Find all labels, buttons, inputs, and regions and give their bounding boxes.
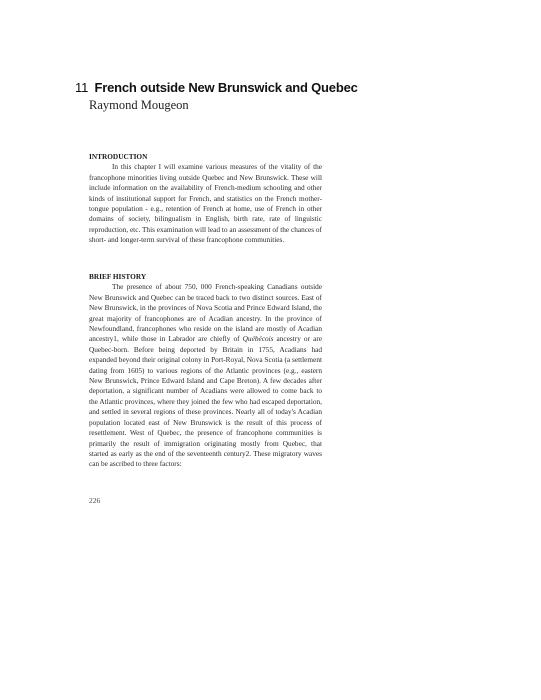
history-text-part-2: ancestry or are Quebec-born. Before being deported by Britain in 1755, Acadians had expanded beyond their original colony in Port-Royal, Nova Scotia (a settlement dating from 1605) to various regions of the Atlantic provinces (e.g., eastern New Brunswick, Prince Edward Island and Cape Breton). A few decades after deportation, a significant number of Acadians were allowed to come back to the Atlantic provinces, where they joined the few who had escaped deportation, and settled in several regions of these provinces. Nearly all of today's Acadian population located east of New Brunswick is the result of this process of resettlement. West of Quebec, the presence of francophone communities is primarily the result of immigration originating mostly from Quebec, that started as early as the end of the seventeenth century2. These migratory waves can be ascribed to three factors:	[89, 334, 322, 469]
chapter-number: 11	[75, 80, 89, 95]
introduction-paragraph: In this chapter I will examine various measures of the vitality of the francophone minorities living outside Quebec and New Brunswick. These will include information on the availability of French-medium schooling and other kinds of institutional support for French, and statistics on the French mother-tongue population - e.g., retention of French at home, use of French in other domains of society, bilingualism in English, birth rate, rate of linguistic reproduction, etc. This examination will lead to an assessment of the chances of short- and longer-term survival of these francophone communities.	[89, 162, 322, 245]
chapter-title: French outside New Brunswick and Quebec	[94, 80, 358, 95]
introduction-section	[89, 152, 322, 246]
brief-history-section	[89, 272, 322, 470]
page-number: 226	[89, 496, 101, 505]
section-heading-introduction: INTRODUCTION	[89, 152, 148, 161]
chapter-author: Raymond Mougeon	[89, 98, 189, 112]
section-heading-brief-history: BRIEF HISTORY	[89, 272, 147, 281]
chapter-heading	[75, 80, 358, 96]
brief-history-paragraph	[89, 282, 322, 469]
italic-term: Québécois	[242, 334, 274, 344]
history-text-part-1: The presence of about 750, 000 French-speaking Canadians outside New Brunswick and Quebec can be traced back to two distinct sources. East of New Brunswick, in the provinces of Nova Scotia and Prince Edward Island, the great majority of francophones are of Acadian ancestry. In the province of Newfoundland, francophones who reside on the island are mostly of Acadian ancestry1, while those in Labrador are chiefly of	[89, 282, 322, 344]
